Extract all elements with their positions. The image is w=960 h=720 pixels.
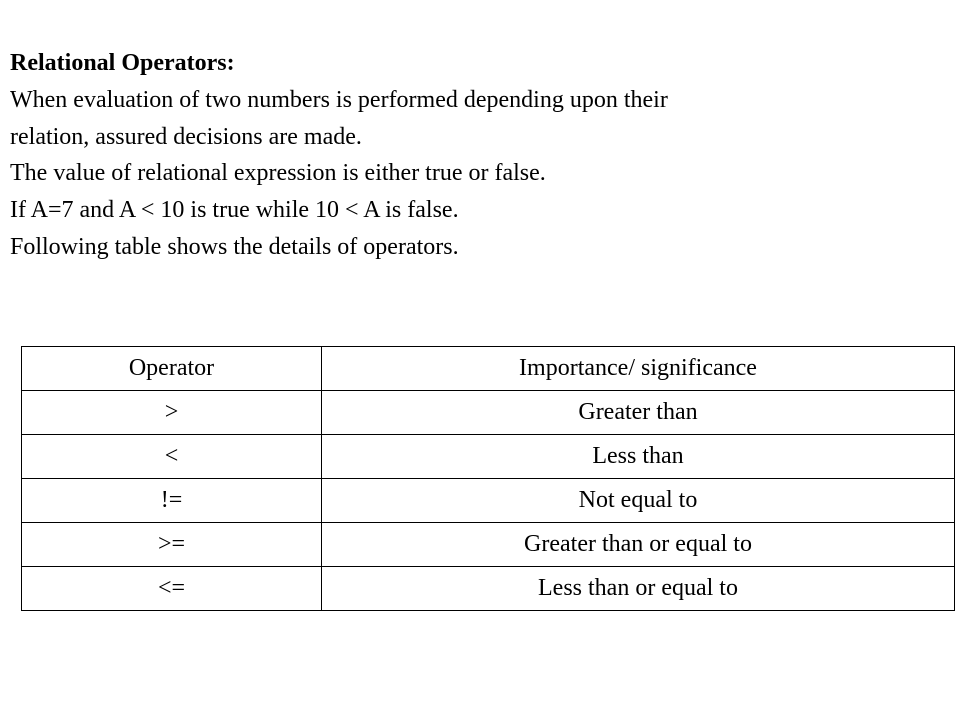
paragraph-line: Following table shows the details of operators.: [10, 233, 459, 260]
operators-table: [21, 346, 955, 611]
table-row: [22, 435, 955, 479]
operator-cell: <: [22, 435, 322, 479]
paragraph-line: relation, assured decisions are made.: [10, 123, 362, 150]
header-importance: Importance/ significance: [322, 347, 955, 391]
text-block: [10, 45, 940, 266]
section-heading: Relational Operators:: [10, 50, 235, 76]
operator-cell: >: [22, 391, 322, 435]
table-header-row: [22, 347, 955, 391]
meaning-cell: Not equal to: [322, 479, 955, 523]
header-operator: Operator: [22, 347, 322, 391]
paragraph-line: The value of relational expression is either true or false.: [10, 160, 546, 187]
table-row: [22, 479, 955, 523]
meaning-cell: Less than: [322, 435, 955, 479]
meaning-cell: Less than or equal to: [322, 567, 955, 611]
meaning-cell: Greater than or equal to: [322, 523, 955, 567]
table-row: [22, 567, 955, 611]
operator-cell: !=: [22, 479, 322, 523]
table-row: [22, 391, 955, 435]
meaning-cell: Greater than: [322, 391, 955, 435]
table-row: [22, 523, 955, 567]
operator-cell: <=: [22, 567, 322, 611]
operator-cell: >=: [22, 523, 322, 567]
paragraph-line: If A=7 and A < 10 is true while 10 < A is false.: [10, 197, 459, 224]
paragraph-line: When evaluation of two numbers is performed depending upon their: [10, 86, 668, 113]
